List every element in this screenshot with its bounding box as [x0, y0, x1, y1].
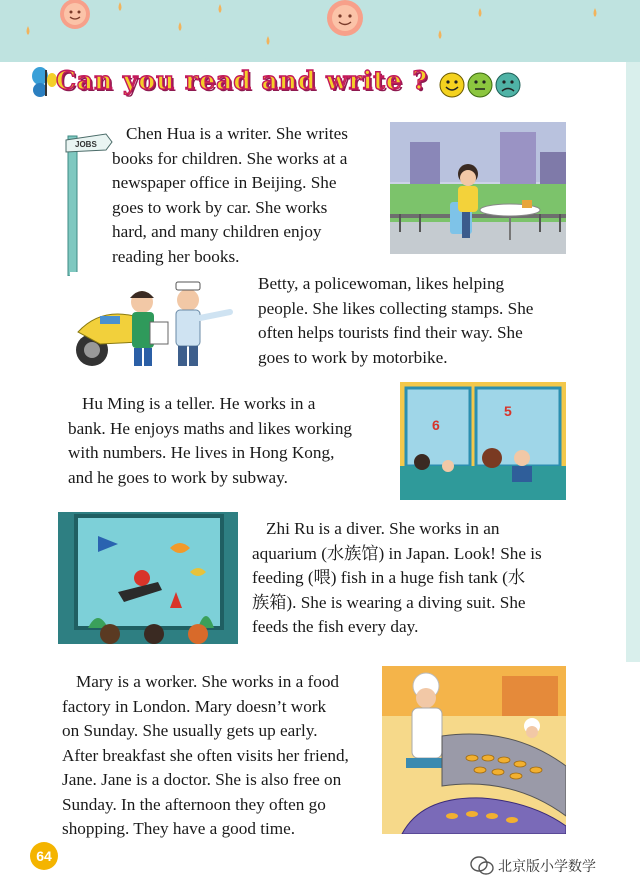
text-line: books for children. She works at a: [112, 148, 348, 168]
sun-icon: [60, 0, 90, 29]
text-line: Chen Hua is a writer. She writes: [126, 124, 348, 143]
wechat-icon: [470, 854, 494, 876]
signpost-label: JOBS: [75, 140, 97, 149]
text-line: hard, and many children enjoy: [112, 222, 322, 241]
text-line: with numbers. He lives in Hong Kong,: [68, 443, 335, 462]
sun-and-drops: [0, 0, 640, 62]
text-line: often helps tourists find their way. She: [258, 323, 523, 342]
text-line: shopping. They have a good time.: [62, 819, 296, 838]
page-number-badge: 64: [30, 842, 58, 870]
food-factory-illustration: [382, 666, 566, 834]
text-line: Jane. Jane is a doctor. She is also free on: [62, 770, 342, 789]
text-line: factory in London. Mary doesn’t work: [62, 696, 327, 716]
right-page-edge: [626, 62, 640, 662]
paragraph-zhi-ru: [252, 517, 558, 640]
text-line: Mary is a worker. She works in a food: [76, 672, 340, 691]
paragraph-chen-hua: [112, 122, 384, 269]
text-line: Sunday. In the afternoon they often go: [62, 794, 326, 814]
window-number: 5: [504, 403, 512, 419]
section-title: Can you read and write ?: [56, 66, 429, 95]
window-number: 6: [432, 417, 440, 433]
text-line: reading her books.: [112, 246, 240, 266]
bank-illustration: [400, 382, 566, 500]
text-line: feeding (喂) fish in a huge fish tank (水: [252, 568, 526, 587]
policewoman-illustration: [70, 272, 236, 368]
paragraph-betty: [258, 272, 558, 370]
sun-icon: [327, 0, 363, 36]
text-line: After breakfast she often visits her friend,: [62, 745, 349, 765]
happy-face-icon: [440, 73, 464, 97]
aquarium-illustration: [58, 512, 238, 644]
rating-faces: [438, 70, 522, 100]
writer-illustration: [390, 122, 566, 254]
text-line: people. She likes collecting stamps. She: [258, 298, 534, 318]
text-line: feeds the fish every day.: [252, 617, 419, 636]
paragraph-mary: [62, 670, 372, 842]
text-line: goes to work by motorbike.: [258, 347, 448, 367]
text-line: aquarium (水族馆) in Japan. Look! She is: [252, 543, 542, 563]
neutral-face-icon: [468, 73, 492, 97]
sad-face-icon: [496, 73, 520, 97]
raindrop-icons: [27, 2, 597, 45]
text-line: Zhi Ru is a diver. She works in an: [266, 519, 500, 538]
section-heading: [28, 64, 548, 106]
text-line: Hu Ming is a teller. He works in a: [82, 394, 316, 413]
top-decoration-band: [0, 0, 640, 62]
watermark-text: 北京版小学数学: [498, 859, 596, 875]
text-line: and he goes to work by subway.: [68, 467, 288, 487]
text-line: 族箱). She is wearing a diving suit. She: [252, 592, 526, 612]
watermark: [470, 852, 630, 880]
text-line: Betty, a policewoman, likes helping: [258, 274, 505, 293]
jobs-signpost: [58, 126, 114, 276]
text-line: bank. He enjoys maths and likes working: [68, 418, 353, 438]
text-line: on Sunday. She usually gets up early.: [62, 721, 318, 740]
text-line: newspaper office in Beijing. She: [112, 173, 337, 192]
text-line: goes to work by car. She works: [112, 197, 328, 217]
paragraph-hu-ming: [68, 392, 384, 490]
